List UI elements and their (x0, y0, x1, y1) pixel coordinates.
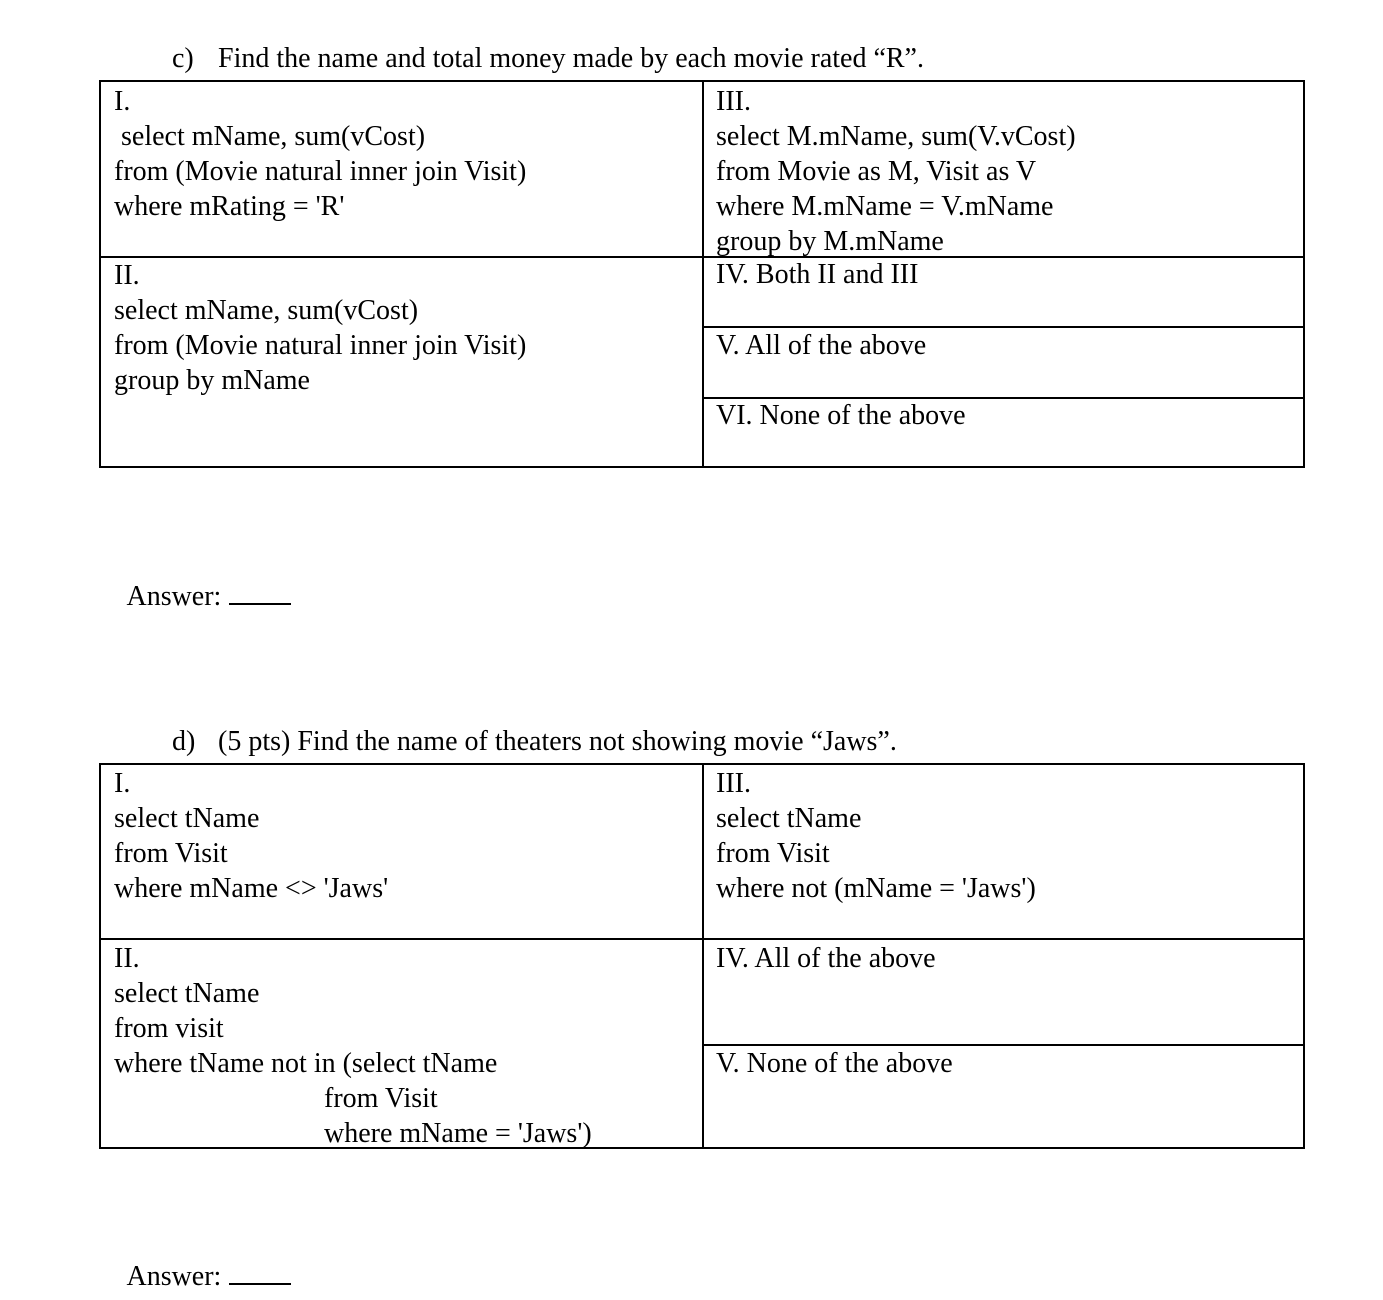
code-line: where not (mName = 'Jaws') (716, 873, 1036, 904)
code-line: select mName, sum(vCost) (114, 295, 419, 326)
question-c-text: Find the name and total money made by each movie rated “R”. (218, 43, 924, 74)
code-line: where M.mName = V.mName (716, 191, 1054, 222)
code-line: from Visit (716, 838, 830, 869)
question-c-label: c) (172, 43, 194, 74)
answer-blank[interactable] (229, 583, 291, 605)
option-text: V. All of the above (716, 330, 927, 361)
code-line: where mRating = 'R' (114, 191, 345, 222)
option-label: III. (716, 86, 751, 117)
code-line: select mName, sum(vCost) (114, 121, 426, 152)
code-line: where tName not in (select tName (114, 1048, 498, 1079)
code-line: select tName (114, 978, 260, 1009)
option-label: I. (114, 768, 131, 799)
question-c-options-table (99, 80, 1305, 468)
code-line: from Visit (114, 838, 228, 869)
code-line: from Movie as M, Visit as V (716, 156, 1037, 187)
code-line: where mName = 'Jaws') (114, 1118, 592, 1149)
option-label: II. (114, 260, 140, 291)
code-line: from Visit (114, 1083, 438, 1114)
question-c-heading (158, 6, 924, 76)
option-text: VI. None of the above (716, 400, 966, 431)
code-line: select M.mName, sum(V.vCost) (716, 121, 1076, 152)
option-label: II. (114, 943, 140, 974)
question-c-option-5 (703, 328, 1303, 363)
question-d-answer (114, 1224, 291, 1294)
question-d-option-2 (101, 941, 701, 1151)
answer-blank[interactable] (229, 1263, 291, 1285)
answer-label: Answer: (126, 1261, 222, 1292)
question-c-answer (114, 544, 291, 614)
answer-label: Answer: (126, 581, 222, 612)
question-c-option-3 (703, 84, 1303, 259)
table-divider-horizontal (101, 938, 1305, 940)
code-line: group by mName (114, 365, 310, 396)
code-line: from (Movie natural inner join Visit) (114, 156, 527, 187)
question-c-option-6 (703, 398, 1303, 433)
code-line: where mName <> 'Jaws' (114, 873, 389, 904)
question-d-option-3 (703, 766, 1303, 906)
question-d-option-1 (101, 766, 701, 906)
option-label: III. (716, 768, 751, 799)
question-d-heading (158, 689, 897, 759)
code-line: select tName (114, 803, 260, 834)
option-text: IV. All of the above (716, 943, 936, 974)
option-text: IV. Both II and III (716, 259, 919, 290)
code-line: group by M.mName (716, 226, 944, 257)
question-d-text: (5 pts) Find the name of theaters not showing movie “Jaws”. (218, 726, 897, 757)
question-d-option-4 (703, 941, 1303, 976)
code-line: from visit (114, 1013, 224, 1044)
option-label: I. (114, 86, 131, 117)
question-c-option-1 (101, 84, 701, 224)
question-d-options-table (99, 763, 1305, 1149)
question-d-option-5 (703, 1046, 1303, 1081)
question-c-option-2 (101, 258, 701, 398)
code-line: select tName (716, 803, 862, 834)
question-c-option-4 (703, 257, 1303, 292)
code-line: from (Movie natural inner join Visit) (114, 330, 527, 361)
question-d-label: d) (172, 726, 196, 757)
option-text: V. None of the above (716, 1048, 953, 1079)
